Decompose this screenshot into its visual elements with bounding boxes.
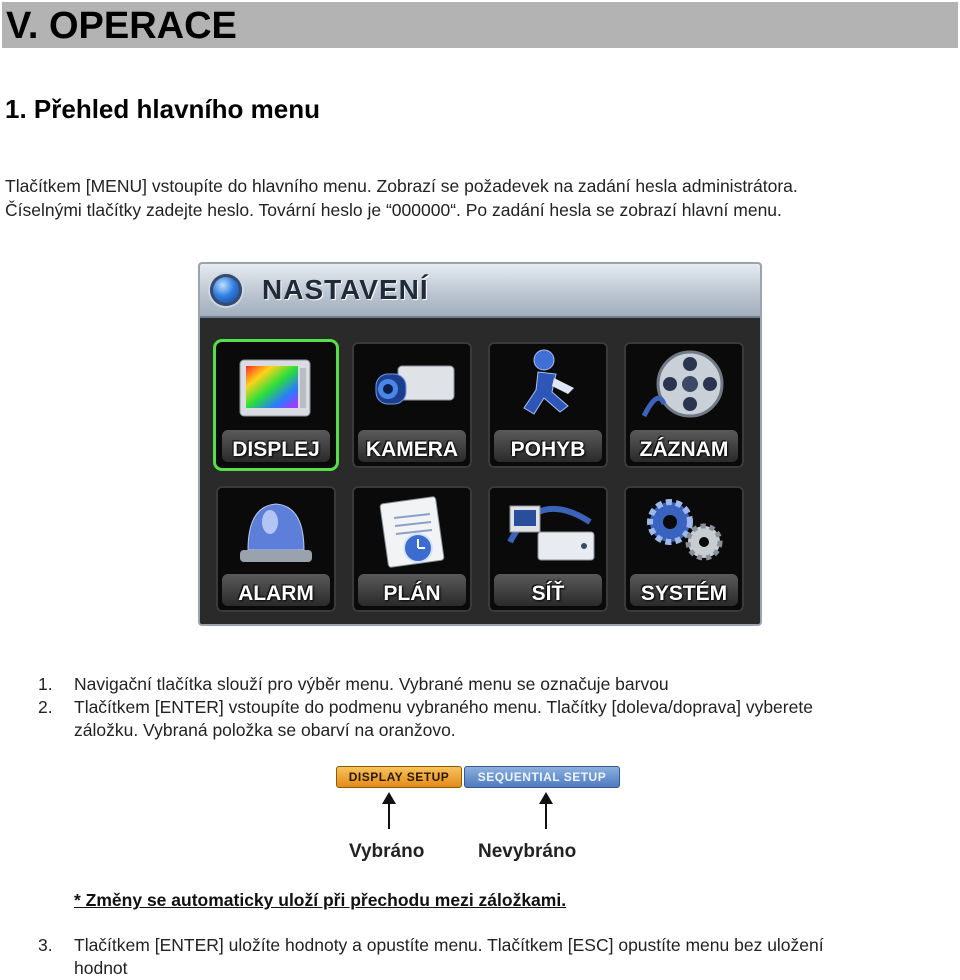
film-reel-icon (634, 348, 734, 424)
menu-header (200, 264, 760, 318)
intro-line: Číselnými tlačítky zadejte heslo. Tovární heslo je “000000“. Po zadání hesla se zobrazí hlavní menu. (5, 200, 782, 220)
step-number: 3. (38, 935, 53, 955)
step-text: Tlačítkem [ENTER] vstoupíte do podmenu vybraného menu. Tlačítky [doleva/doprava] vyberete (74, 697, 813, 717)
running-figure-icon (498, 348, 598, 424)
menu-tile-zaznam[interactable] (624, 342, 744, 468)
section-title: 1. Přehled hlavního menu (5, 94, 320, 124)
tile-label: DISPLEJ (232, 438, 320, 461)
step-text: záložku. Vybraná položka se obarví na oranžovo. (74, 720, 456, 740)
intro-line: Tlačítkem [MENU] vstoupíte do hlavního menu. Zobrazí se požadevek na zadání hesla administrátora. (5, 176, 798, 196)
gears-icon (634, 492, 734, 568)
step-3 (38, 934, 938, 980)
step-text: Navigační tlačítka slouží pro výběr menu. Vybrané menu se označuje barvou (74, 674, 669, 694)
menu-orb-icon (210, 274, 242, 306)
menu-tile-pohyb[interactable] (488, 342, 608, 468)
arrow-shaft (388, 803, 390, 829)
menu-tile-system[interactable] (624, 486, 744, 612)
menu-title: NASTAVENÍ (262, 274, 429, 305)
menu-tile-plan[interactable] (352, 486, 472, 612)
tab-display-setup[interactable]: DISPLAY SETUP (336, 766, 462, 788)
menu-tile-grid (214, 340, 750, 616)
autosave-note: * Změny se automaticky uloží při přechodu mezi záložkami. (74, 890, 567, 910)
tile-label: ALARM (238, 582, 314, 605)
menu-tile-kamera[interactable] (352, 342, 472, 468)
main-menu-screenshot (198, 262, 762, 626)
tile-label: PLÁN (383, 582, 441, 605)
step-text: Tlačítkem [ENTER] uložíte hodnoty a opustíte menu. Tlačítkem [ESC] opustíte menu bez uložení (74, 935, 824, 955)
selected-caption: Vybráno (349, 841, 425, 862)
tabs-demo (336, 766, 626, 788)
intro-paragraph (5, 174, 945, 222)
step-2 (38, 696, 938, 742)
menu-tile-sit[interactable] (488, 486, 608, 612)
step-number: 2. (38, 697, 53, 717)
tab-sequential-setup[interactable]: SEQUENTIAL SETUP (464, 766, 620, 788)
tile-label: SÍŤ (531, 582, 565, 605)
alarm-siren-icon (226, 492, 326, 568)
network-computer-icon (498, 492, 598, 568)
step-1 (38, 673, 938, 696)
step-text: hodnot (74, 958, 128, 978)
menu-tile-alarm[interactable] (216, 486, 336, 612)
arrow-shaft (545, 803, 547, 829)
tile-label: SYSTÉM (640, 582, 728, 605)
unselected-caption: Nevybráno (478, 841, 577, 862)
camera-icon (362, 348, 462, 424)
menu-tile-displej[interactable] (216, 342, 336, 468)
tile-label: KAMERA (365, 438, 459, 461)
tile-label: POHYB (510, 438, 586, 461)
tile-label: ZÁZNAM (639, 438, 729, 461)
chapter-title: V. OPERACE (2, 2, 958, 48)
step-number: 1. (38, 674, 53, 694)
schedule-notepad-icon (362, 492, 462, 568)
monitor-icon (226, 348, 326, 424)
